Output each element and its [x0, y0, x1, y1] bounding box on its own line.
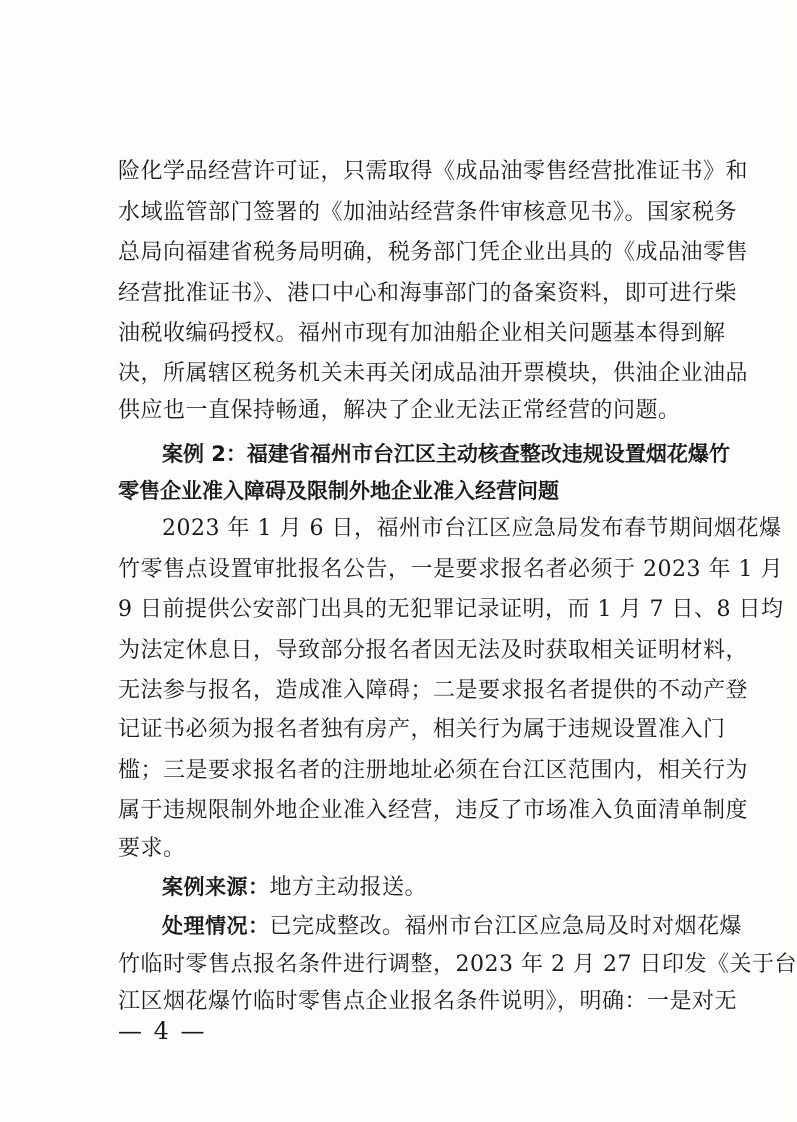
handling-line-3: 江区烟花爆竹临时零售点企业报名条件说明》，明确：一是对无 [118, 989, 738, 1014]
paragraph-1-line-6: 决，所属辖区税务机关未再关闭成品油开票模块，供油企业油品 [118, 361, 749, 386]
case-source-label: 案例来源： [162, 875, 270, 899]
case-source-text: 地方主动报送。 [269, 875, 428, 900]
case-source [162, 870, 702, 904]
paragraph-2-line-8: 属于违规限制外地企业准入经营，违反了市场准入负面清单制度 [118, 798, 749, 823]
page-number: — 4 — [118, 1017, 207, 1045]
paragraph-1-line-4: 经营批准证书》、港口中心和海事部门的备案资料，即可进行柴 [118, 281, 738, 306]
paragraph-2-line-3: 9 日前提供公安部门出具的无犯罪记录证明，而 1 月 7 日、8 日均 [118, 597, 784, 622]
paragraph-1-line-2: 水域监管部门签署的《加油站经营条件审核意见书》。国家税务 [118, 200, 738, 225]
paragraph-2-line-5: 无法参与报名，造成准入障碍；二是要求报名者提供的不动产登 [118, 678, 749, 703]
paragraph-2-line-7: 槛；三是要求报名者的注册地址必须在台江区范围内，相关行为 [118, 758, 749, 783]
paragraph-1-line-5: 油税收编码授权。福州市现有加油船企业相关问题基本得到解 [118, 321, 726, 346]
paragraph-2-line-4: 为法定休息日，导致部分报名者因无法及时获取相关证明材料， [118, 638, 749, 663]
paragraph-2-line-1: 2023 年 1 月 6 日，福州市台江区应急局发布春节期间烟花爆 [162, 516, 782, 541]
paragraph-2-line-6: 记证书必须为报名者独有房产，相关行为属于违规设置准入门 [118, 717, 726, 742]
paragraph-2-line-9: 要求。 [118, 836, 186, 861]
paragraph-1-line-1: 险化学品经营许可证，只需取得《成品油零售经营批准证书》和 [118, 159, 749, 184]
paragraph-1-line-7: 供应也一直保持畅通，解决了企业无法正常经营的问题。 [118, 398, 681, 423]
handling-line-2: 竹临时零售点报名条件进行调整，2023 年 2 月 27 日印发《关于台 [118, 952, 797, 977]
paragraph-2-line-2: 竹零售点设置审批报名公告，一是要求报名者必须于 2023 年 1 月 [118, 557, 783, 582]
case-heading-line-2: 零售企业准入障碍及限制外地企业准入经营问题 [118, 479, 559, 503]
case-heading-line-1: 案例 2：福建省福州市台江区主动核查整改违规设置烟花爆竹 [162, 442, 730, 466]
handling-label: 处理情况： [162, 914, 270, 938]
handling-line-1 [162, 909, 743, 943]
handling-text-1: 已完成整改。福州市台江区应急局及时对烟花爆 [269, 914, 743, 939]
paragraph-1-line-3: 总局向福建省税务局明确，税务部门凭企业出具的《成品油零售 [118, 240, 749, 265]
